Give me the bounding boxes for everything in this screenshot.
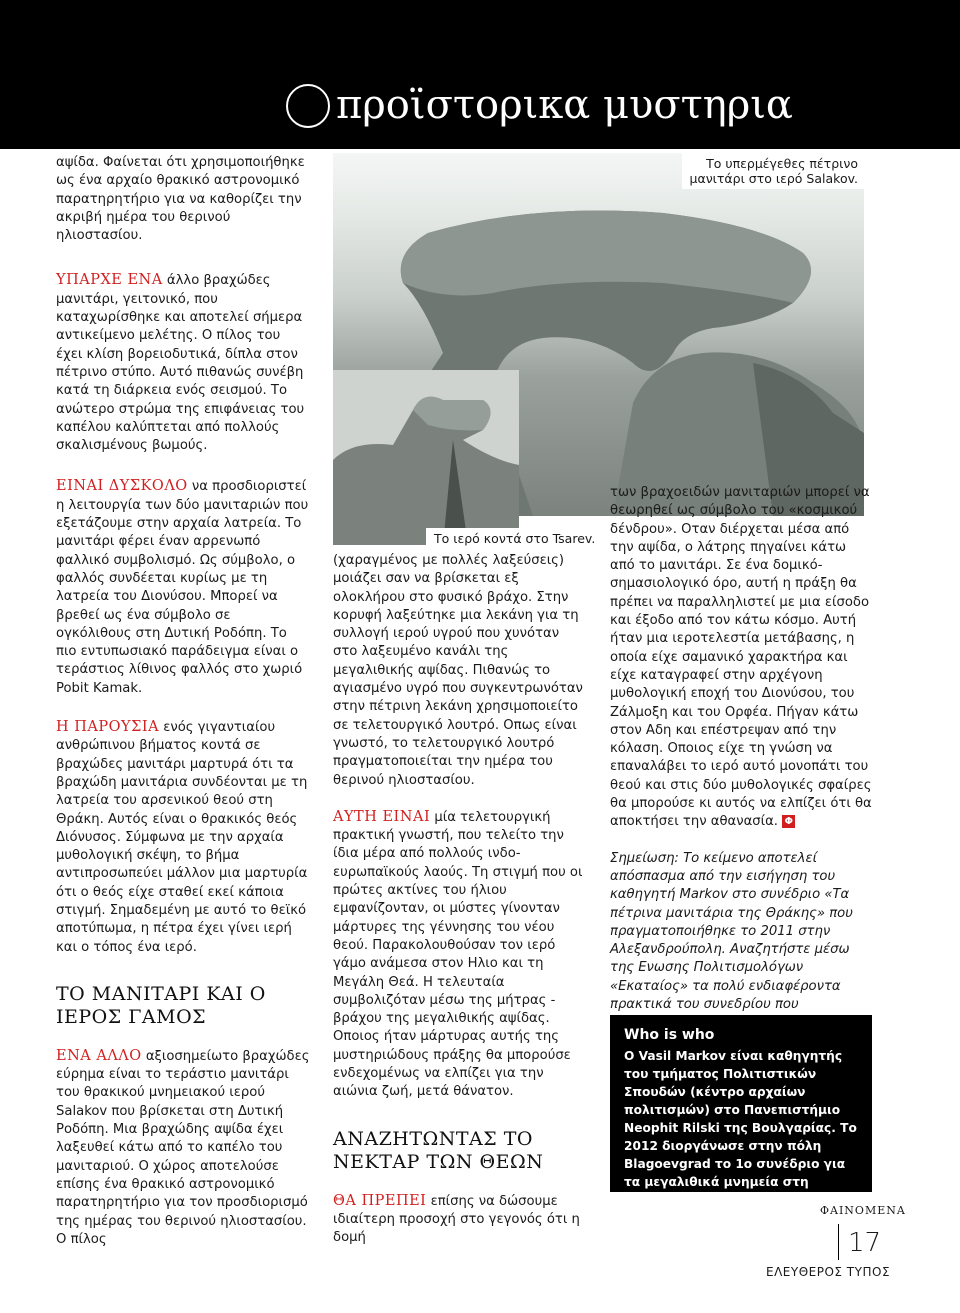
who-is-who-box [610, 1015, 872, 1207]
paragraph: αψίδα. Φαίνεται ότι χρησιμοποιήθηκε ως ένα αρχαίο θρακικό αστρονομικό παρατηρητήριο για να καθορίζει την ακριβή ημέρα του θερινού ηλιοστασίου. [56, 155, 305, 244]
paragraph: ΑΥΤΗ ΕΙΝΑΙ μία τελετουργική πρακτική γνωστή, που τελείτο την ίδια μέρα από πολλούς ινδο-ευρωπαϊκούς λαούς. Τη στιγμή που οι πρώτες ακτίνες του ήλιου εμφανίζονταν, οι μύστες γίνονταν μάρτυρες της γέννησης του νέου θεού. Παρακολουθούσαν τον ιερό γάμο ανάμεσα στον Ηλιο και τη Μεγάλη Θεά. Η τελευταία συμβολιζόταν μέσω της μήτρας - βράχου της μεγαλιθικής αψίδας. Οποιος ήταν μάρτυρας αυτής της μυστηριώδους πράξης θα μπορούσε ενδεχομένως να ελπίζει για την αιώνια ζωή, μετά θάνατον. [333, 808, 583, 1100]
photo-caption-small: Το ιερό κοντά στο Tsarev. [426, 528, 603, 549]
paragraph: των βραχοειδών μανιταριών μπορεί να θεωρηθεί ως σύμβολο του «κοσμικού δένδρου». Οταν διέρχεται μέσα από την αψίδα, ο λάτρης πηγαίνει κάτω από το μανιτάρι. Σε ένα δομικό-σημασιολογικό όρο, αυτή η πράξη θα πρέπει να παραλληλιστεί με μια είσοδο και έξοδο από τον κάτω κόσμο. Αυτή ήταν μια ιεροτελεστία μετάβασης, η οποία είχε σαμανικό χαρακτήρα και είχε καταγραφεί στην αρχέγονη μυθολογική εποχή του Διονύσου, του Ζάλμοξη και του Ορφέα. Πήγαν κάτω στον Αδη και επέστρεψαν από την κόλαση. Οποιος είχε τη γνώση να επαναλάβει το ιερό αυτό μονοπάτι του θεού και στις δύο μυθολογικές σφαίρες θα μπορούσε κι αυτός να ελπίζει ότι θα αποκτήσει την αθανασία. Φ [610, 485, 872, 830]
paragraph: ΕΝΑ ΑΛΛΟ αξιοσημείωτο βραχώδες εύρημα είναι το τεράστιο μανιτάρι του θρακικού μνημειακού ιερού Salakov που βρίσκεται στη Δυτική Ροδόπη. Μια βραχώδης αψίδα έχει λαξευθεί κάτω από το καπέλο του μανιταριού. Ο χώρος αποτελούσε επίσης ένα θρακικό αστρονομικό παρατηρητήριο για τον προσδιορισμό της ημέρας του θερινού ηλιοστασίου. Ο πίλος [56, 1047, 310, 1247]
paragraph: (χαραγμένος με πολλές λαξεύσεις) μοιάζει σαν να βρίσκεται εξ ολοκλήρου στο φυσικό βράχο. Στην κορυφή λαξεύτηκε μια λεκάνη για τη συλλογή ιερού υγρού που χυνόταν στο λαξευμένο κανάλι της μεγαλιθικής αψίδας. Πιθανώς το αγιασμένο υγρό που συγκεντρωνόταν στην πέτρινη λεκάνη χρησιμοποιείτο σε τελετουργικό λουτρό. Οπως είναι γνωστό, το τελετουργικό λουτρό πραγματοποιείται την ημέρα του θερινού ηλιοστασίου. [333, 553, 583, 788]
note: Σημείωση: Το κείμενο αποτελεί απόσπασμα από την εισήγηση του καθηγητή Markov στο συνέδριο «Τα πέτρινα μανιτάρια της Θράκης» που πραγματοποιήθηκε το 2011 στην Αλεξανδρούπολη. Αναζητήστε μέσω της Ενωσης Πολιτισμολόγων «Εκαταίος» τα πολύ ενδιαφέροντα πρακτικά του συνεδρίου που [610, 850, 853, 1013]
lead-in: ΥΠΑΡΧΕ ΕΝΑ [56, 272, 163, 289]
box-text: Ο Vasil Markov είναι καθηγητής του τμήματος Πολιτιστικών Σπουδών (κέντρο αρχαίων πολιτισμών) στο Πανεπιστήμιο Neophit Rilski της Βουλγαρίας. Το 2012 διοργάνωσε στην πόλη Blagoevgrad το 1ο συνέδριο για τα μεγαλιθικά μνημεία στη Νοτιοανατολική Ευρώπη. [624, 1049, 857, 1207]
page-number: 17 [848, 1228, 882, 1258]
subheading: ΑΝΑΖΗΤΩΝΤΑΣ ΤΟ ΝΕΚΤΑΡ ΤΩΝ ΘΕΩΝ [333, 1127, 544, 1173]
subheading: ΤΟ ΜΑΝΙΤΑΡΙ ΚΑΙ Ο ΙΕΡΟΣ ΓΑΜΟΣ [56, 982, 266, 1028]
photo-caption: Το υπερμέγεθες πέτρινο μανιτάρι στο ιερό Salakov. [682, 153, 864, 189]
text-column-3 [610, 484, 872, 1033]
section-title: προϊστορικα μυστηρια [336, 82, 793, 128]
lead-in: ΘΑ ΠΡΕΠΕΙ [333, 1192, 427, 1209]
lead-in: ΑΥΤΗ ΕΙΝΑΙ [333, 808, 431, 825]
text-column-2 [333, 552, 586, 1248]
paragraph: Η ΠΑΡΟΥΣΙΑ ενός γιγαντιαίου ανθρώπινου βήματος κοντά σε βραχώδες μανιτάρι μαρτυρά ότι τα βραχώδη μανιτάρια συνδέονται με τη λατρεία του αρσενικού θεού στη Θράκη. Αυτός είναι ο θρακικός θεός Διόνυσος. Σύμφωνα με την αρχαία μυθολογική σκέψη, το βήμα αντιπροσωπεύει μάλλον μια μαρτυρία ότι ο θεός είχε σταθεί εκεί κάποια στιγμή. Σημαδεμένη με αυτό το θεϊκό αποτύπωμα, η πέτρα έχει γίνει ιερή και ο τόπος ένα ιερό. [56, 719, 308, 955]
footer-divider [838, 1224, 839, 1260]
lead-in: ΕΝΑ ΑΛΛΟ [56, 1047, 142, 1064]
text-column-1 [56, 154, 310, 1249]
box-title: Who is who [624, 1027, 715, 1043]
circle-icon [286, 84, 330, 128]
footer-section: ΦΑΙΝΟΜΕΝΑ [820, 1204, 906, 1217]
paragraph: ΥΠΑΡΧΕ ΕΝΑ άλλο βραχώδες μανιτάρι, γειτονικό, που καταχωρίσθηκε και αποτελεί σήμερα αντικείμενο μελέτης. Ο πίλος του έχει κλίση βορειοδυτικά, δίπλα στον πέτρινο στύπο. Αυτό πιθανώς συνέβη κατά τη διάρκεια ενός σεισμού. Το ανώτερο στρώμα της επιφάνειας του καπέλου καλύπτεται από πολλούς σκαλισμένους βωμούς. [56, 272, 305, 454]
lead-in: ΕΙΝΑΙ ΔΥΣΚΟΛΟ [56, 478, 188, 495]
tsarev-sanctuary-photo [333, 370, 519, 545]
paragraph: ΘΑ ΠΡΕΠΕΙ επίσης να δώσουμε ιδιαίτερη προσοχή στο γεγονός ότι η δομή [333, 1192, 580, 1246]
end-mark-icon: Φ [782, 815, 795, 828]
paragraph: ΕΙΝΑΙ ΔΥΣΚΟΛΟ να προσδιοριστεί η λειτουργία των δύο μανιταριών που εξετάζουμε στην αρχαία λατρεία. Το μανιτάρι φέρει έναν αρρενωπό φαλλικό συμβολισμό. Ως σύμβολο, ο φαλλός συνδέεται κυρίως με τη λατρεία του Διονύσου. Μπορεί να βρεθεί ως ένα σύμβολο σε ογκόλιθους στη Δυτική Ροδόπη. Το πιο εντυπωσιακό παράδειγμα είναι ο τεράστιος λίθινος φαλλός στο χωριό Pobit Kamak. [56, 478, 309, 696]
lead-in: Η ΠΑΡΟΥΣΙΑ [56, 719, 160, 736]
page-header [0, 0, 960, 149]
publication-name: ΕΛΕΥΘΕΡΟΣ ΤΥΠΟΣ [766, 1265, 891, 1279]
